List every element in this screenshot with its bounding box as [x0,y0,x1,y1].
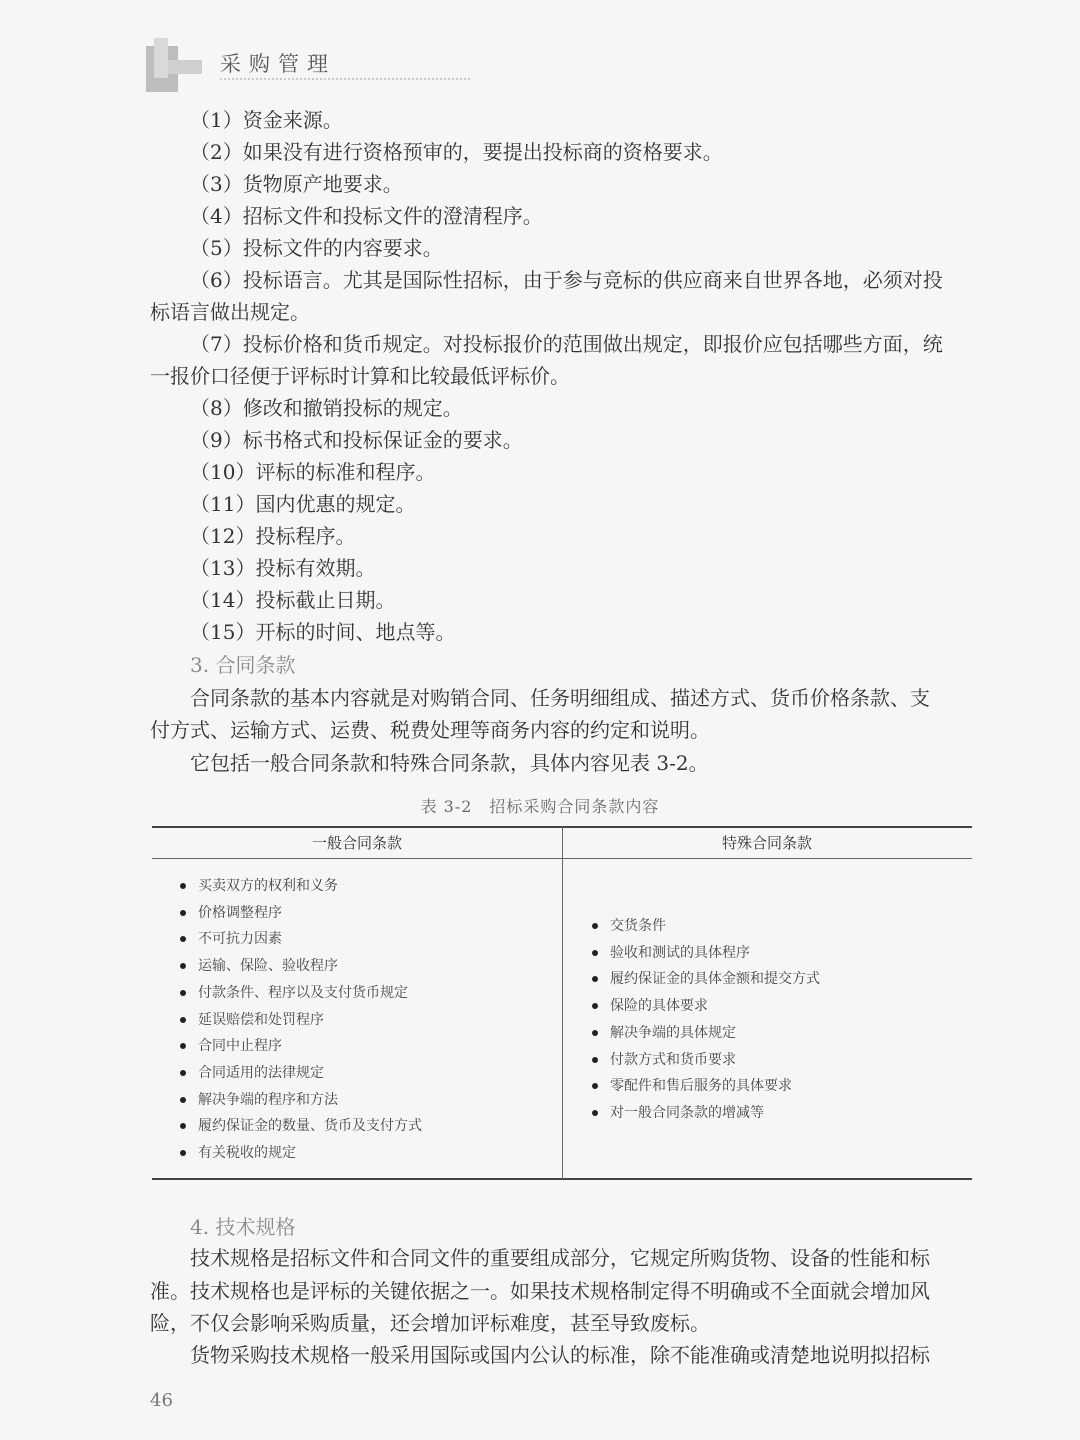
table-cell: 合同中止程序 [180,1033,422,1060]
table-cell: 交货条件 [592,913,820,940]
table-header-general: 一般合同条款 [311,834,402,852]
bullet-icon [592,1057,598,1063]
bullet-icon [180,1043,186,1049]
paragraph-line: 它包括一般合同条款和特殊合同条款，具体内容见表 3-2。 [190,751,709,775]
list-item: （6）投标语言。尤其是国际性招标，由于参与竞标的供应商来自世界各地，必须对投 [190,268,943,292]
paragraph-line: 货物采购技术规格一般采用国际或国内公认的标准，除不能准确或清楚地说明拟招标 [190,1343,930,1367]
bullet-icon [180,963,186,969]
header-divider [220,78,470,80]
bullet-icon [592,1110,598,1116]
bullet-icon [592,1003,598,1009]
list-item: （12）投标程序。 [190,524,356,548]
table-cell: 延误赔偿和处罚程序 [180,1007,422,1034]
list-item: （13）投标有效期。 [190,556,376,580]
list-item-continuation: 一报价口径便于评标时计算和比较最低评标价。 [150,364,570,388]
table-cell: 合同适用的法律规定 [180,1060,422,1087]
table-cell: 不可抗力因素 [180,926,422,953]
bullet-icon [180,1017,186,1023]
general-terms-list [180,873,422,1167]
list-item-continuation: 标语言做出规定。 [150,300,310,324]
table-cell: 履约保证金的具体金额和提交方式 [592,966,820,993]
table-column-divider [562,826,563,1180]
list-item: （9）标书格式和投标保证金的要求。 [190,428,523,452]
table-cell: 解决争端的具体规定 [592,1020,820,1047]
table-cell: 价格调整程序 [180,900,422,927]
bullet-icon [592,950,598,956]
list-item: （14）投标截止日期。 [190,588,396,612]
paragraph-line: 付方式、运输方式、运费、税费处理等商务内容的约定和说明。 [150,718,710,742]
list-item: （7）投标价格和货币规定。对投标报价的范围做出规定，即报价应包括哪些方面，统 [190,332,943,356]
list-item: （2）如果没有进行资格预审的，要提出投标商的资格要求。 [190,140,723,164]
table-caption: 表 3-2 招标采购合同条款内容 [420,797,660,816]
bullet-icon [592,976,598,982]
bullet-icon [180,990,186,996]
bullet-icon [180,1070,186,1076]
page-number: 46 [150,1390,173,1411]
bullet-icon [180,1123,186,1129]
running-header [146,38,476,94]
list-item: （4）招标文件和投标文件的澄清程序。 [190,204,543,228]
bullet-icon [180,910,186,916]
list-item: （3）货物原产地要求。 [190,172,403,196]
table-cell: 付款方式和货币要求 [592,1047,820,1074]
paragraph-line: 准。技术规格也是评标的关键依据之一。如果技术规格制定得不明确或不全面就会增加风 [150,1279,930,1303]
table-header-special: 特殊合同条款 [721,834,812,852]
bullet-icon [592,923,598,929]
table-cell: 付款条件、程序以及支付货币规定 [180,980,422,1007]
bullet-icon [180,883,186,889]
contract-terms-table [152,826,972,1180]
table-cell: 运输、保险、验收程序 [180,953,422,980]
bullet-icon [180,1150,186,1156]
section-heading: 4. 技术规格 [190,1215,296,1239]
section-heading: 3. 合同条款 [190,653,296,677]
table-cell: 验收和测试的具体程序 [592,940,820,967]
list-item: （15）开标的时间、地点等。 [190,620,456,644]
list-item: （8）修改和撤销投标的规定。 [190,396,463,420]
list-item: （10）评标的标准和程序。 [190,460,436,484]
table-cell: 对一般合同条款的增减等 [592,1100,820,1127]
list-item: （11）国内优惠的规定。 [190,492,416,516]
table-cell: 零配件和售后服务的具体要求 [592,1073,820,1100]
list-item: （1）资金来源。 [190,108,343,132]
bullet-icon [592,1083,598,1089]
bullet-icon [180,936,186,942]
paragraph-line: 合同条款的基本内容就是对购销合同、任务明细组成、描述方式、货币价格条款、支 [190,686,930,710]
header-title: 采购管理 [220,52,336,76]
paragraph-line: 技术规格是招标文件和合同文件的重要组成部分，它规定所购货物、设备的性能和标 [190,1246,930,1270]
table-cell: 买卖双方的权利和义务 [180,873,422,900]
list-item: （5）投标文件的内容要求。 [190,236,443,260]
table-cell: 解决争端的程序和方法 [180,1087,422,1114]
table-cell: 有关税收的规定 [180,1140,422,1167]
paragraph-line: 险，不仅会影响采购质量，还会增加评标难度，甚至导致废标。 [150,1311,710,1335]
bullet-icon [180,1097,186,1103]
table-cell: 履约保证金的数量、货币及支付方式 [180,1113,422,1140]
special-terms-list [592,913,820,1127]
bullet-icon [592,1030,598,1036]
table-cell: 保险的具体要求 [592,993,820,1020]
chapter-logo-icon [146,38,202,92]
